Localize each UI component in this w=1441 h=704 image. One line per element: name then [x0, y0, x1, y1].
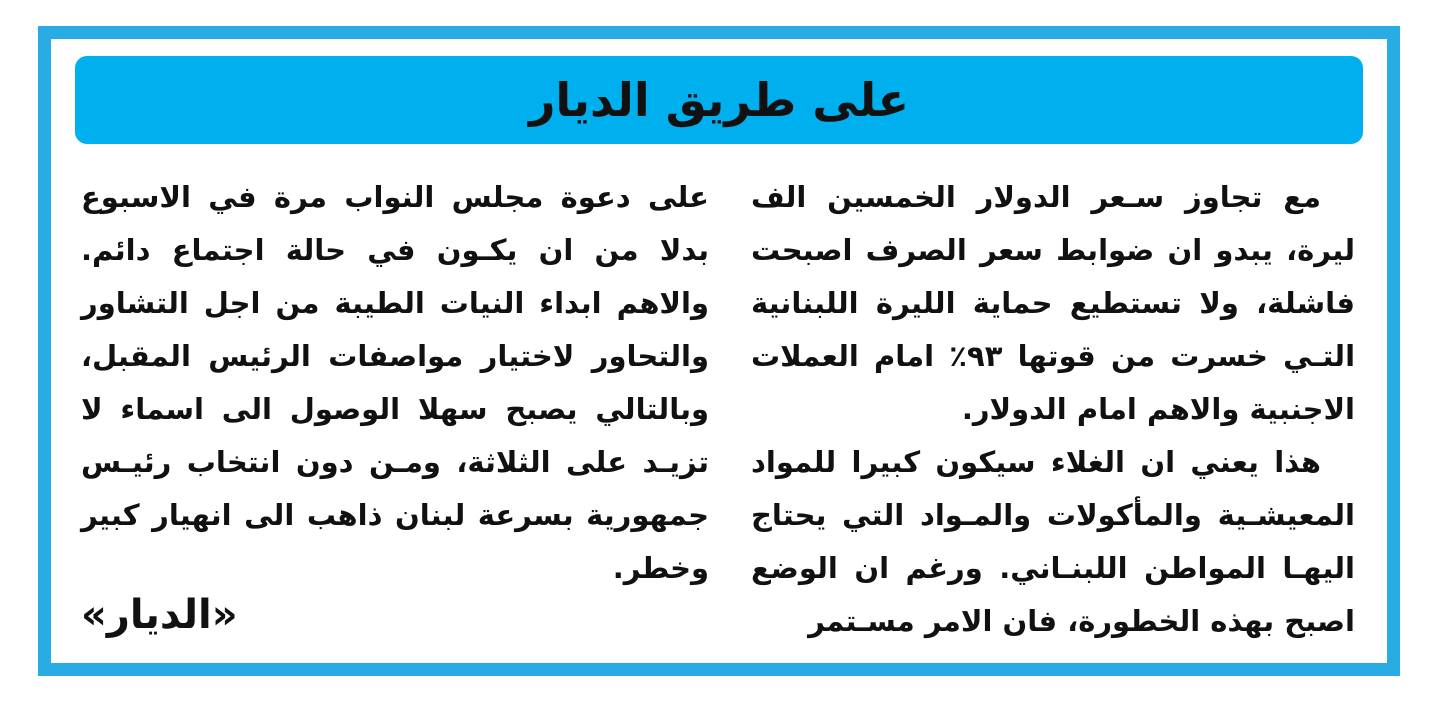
- signature: «الديار»: [81, 592, 238, 638]
- article-title: على طريق الديار: [528, 73, 910, 127]
- paragraph-1: مع تجاوز سـعر الدولار الخمسين الف ليرة، يبدو ان ضوابط سعر الصرف اصبحت فاشلة، ولا تستطيع حماية الليرة اللبنانية التـي خسرت من قوتها ٩٣٪ امام العملات الاجنبية والاهم امام الدولار.: [751, 180, 1356, 426]
- article-column-right: [751, 171, 1355, 648]
- paragraph-3: على دعوة مجلس النواب مرة في الاسبوع بدلا من ان يكـون في حالة اجتماع دائم. والاهم ابداء النيات الطيبة من اجل التشاور والتحاور لاختيار مواصفات الرئيس المقبل، وبالتالي يصبح سهلا الوصول الى اسماء لا تزيـد على الثلاثة، ومـن دون انتخاب رئيـس جمهورية بسرعة لبنان ذاهب الى انهيار كبير وخطر.: [81, 180, 709, 585]
- article-column-left: [81, 171, 709, 595]
- paragraph-2: هذا يعني ان الغلاء سيكون كبيرا للمواد المعيشـية والمأكولات والمـواد التي يحتاج اليهـا المواطن اللبنـاني. ورغم ان الوضع اصبح بهذه الخطورة، فان الامر مسـتمر: [751, 445, 1355, 638]
- title-banner: [75, 56, 1363, 144]
- article-frame: [38, 26, 1400, 676]
